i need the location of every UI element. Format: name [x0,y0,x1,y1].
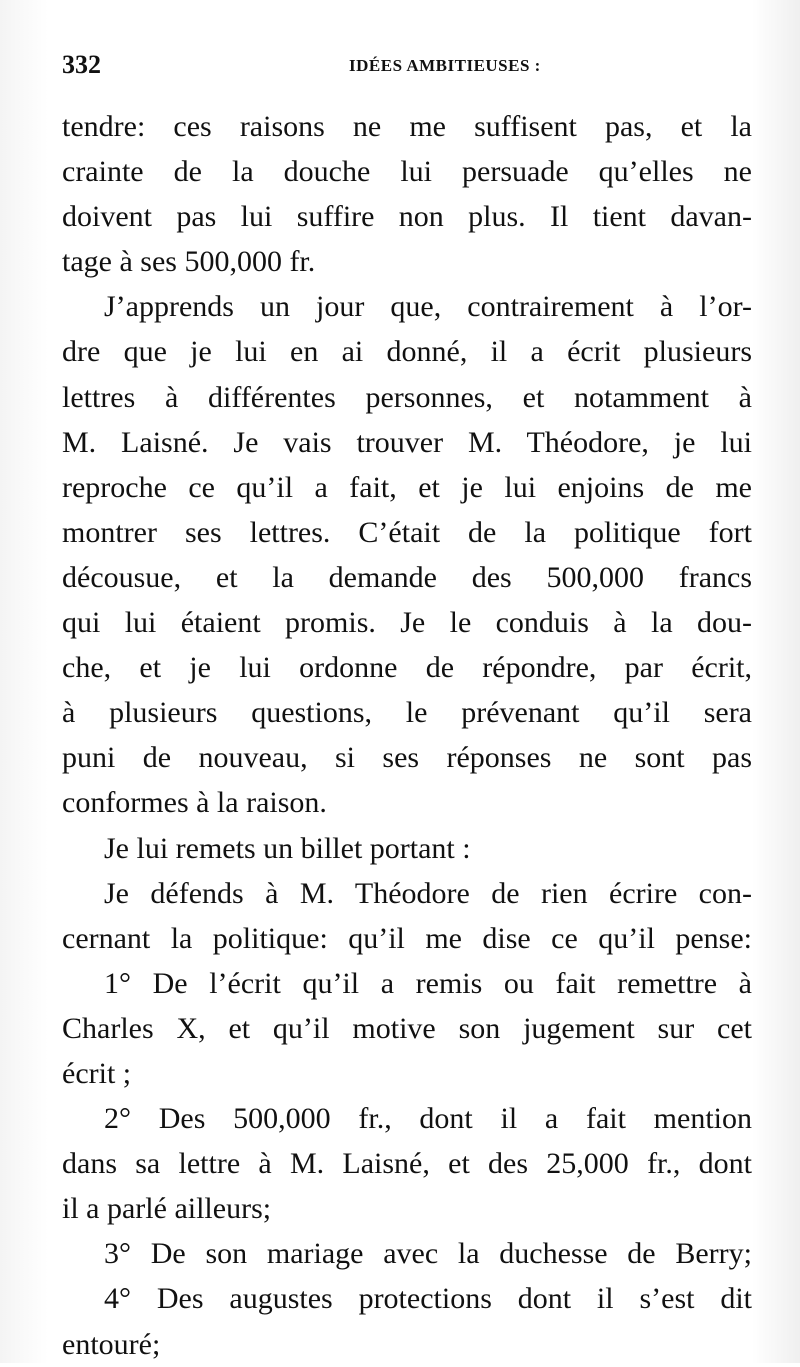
text-line: lettres à différentes personnes, et notamment à [62,380,752,414]
text-line: dans sa lettre à M. Laisné, et des 25,000 fr., dont [62,1147,752,1181]
text-line: J’apprends un jour que, contrairement à l’or- [104,290,752,324]
text-line: 4° Des augustes protections dont il s’est dit [104,1282,752,1316]
text-line: M. Laisné. Je vais trouver M. Théodore, je lui [62,425,752,459]
page-header [62,50,752,80]
running-head: IDÉES AMBITIEUSES : [349,56,541,75]
page-number: 332 [62,50,101,79]
text-line: 1° De l’écrit qu’il a remis ou fait remettre à [104,966,752,1000]
text-line: conformes à la raison. [62,786,327,820]
text-line: il a parlé ailleurs; [62,1192,272,1226]
text-line: à plusieurs questions, le prévenant qu’il sera [62,696,752,730]
text-line: écrit ; [62,1056,132,1090]
text-line: crainte de la douche lui persuade qu’elles ne [62,155,752,189]
text-line: Charles X, et qu’il motive son jugement sur cet [62,1011,752,1045]
text-line: qui lui étaient promis. Je le conduis à la dou- [62,606,752,640]
text-line: tage à ses 500,000 fr. [62,245,316,279]
text-line: 2° Des 500,000 fr., dont il a fait mention [104,1102,752,1136]
text-line: tendre: ces raisons ne me suffisent pas, et la [62,110,752,143]
body-text [62,104,752,1367]
text-line: cernant la politique: qu’il me dise ce qu’il pense: [62,921,752,955]
text-line: doivent pas lui suffire non plus. Il tient davan- [62,200,752,234]
text-line: décousue, et la demande des 500,000 francs [62,560,752,594]
text-line: entouré; [62,1327,161,1361]
text-line: puni de nouveau, si ses réponses ne sont pas [62,741,752,775]
text-line: reproche ce qu’il a fait, et je lui enjoins de me [62,470,752,504]
text-line: che, et je lui ordonne de répondre, par écrit, [62,651,752,685]
text-line: dre que je lui en ai donné, il a écrit plusieurs [62,335,752,369]
text-line: Je lui remets un billet portant : [104,831,471,865]
text-line: montrer ses lettres. C’était de la politique fort [62,515,752,549]
text-line: 3° De son mariage avec la duchesse de Berry; [104,1237,752,1271]
text-line: Je défends à M. Théodore de rien écrire con- [104,876,752,910]
